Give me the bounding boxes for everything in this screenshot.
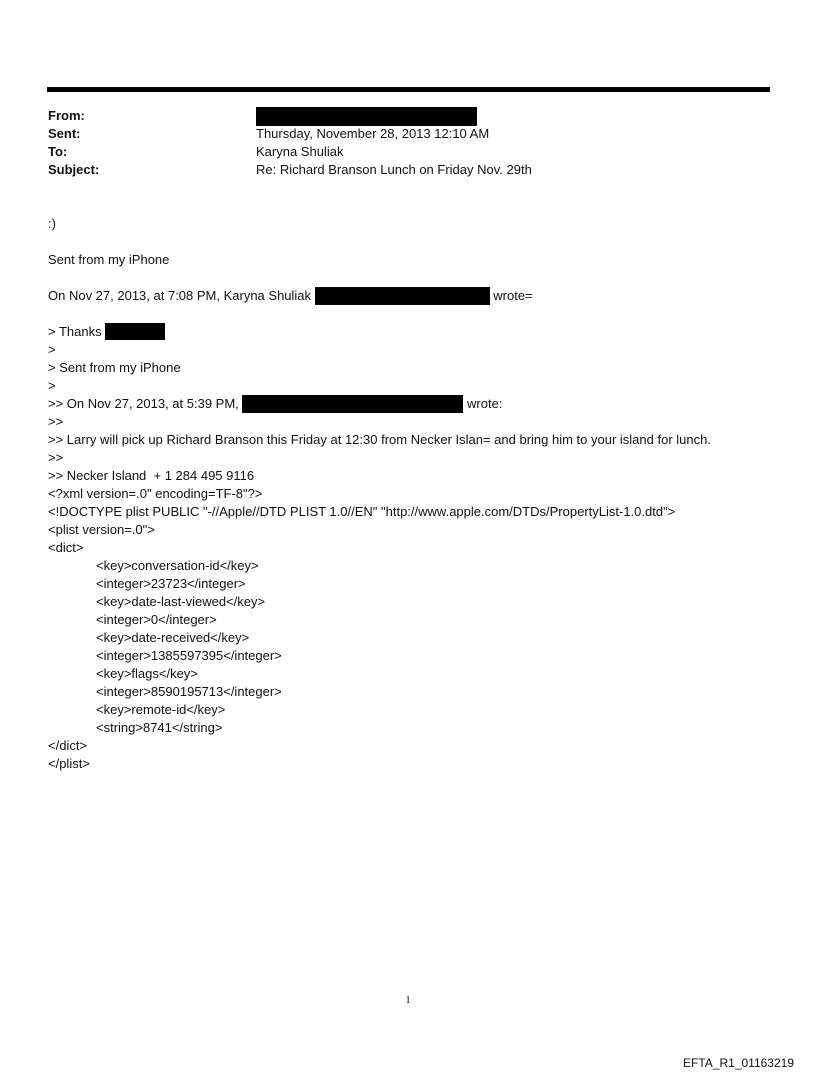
redaction-box bbox=[242, 395, 463, 413]
quote-signature-line: > Sent from my iPhone bbox=[48, 360, 181, 375]
nested-quote-blank-line: >> bbox=[48, 450, 64, 465]
nested-quote-blank-line: >> bbox=[48, 414, 64, 429]
xml-entry: <string>8741</string> bbox=[96, 720, 223, 735]
header-rule bbox=[47, 87, 770, 92]
nested-quote-intro-tail: wrote: bbox=[463, 396, 503, 411]
xml-entry: <key>flags</key> bbox=[96, 666, 198, 681]
quote-thanks-line bbox=[48, 323, 165, 341]
xml-plist-close: </plist> bbox=[48, 756, 90, 771]
xml-doctype: <!DOCTYPE plist PUBLIC "-//Apple//DTD PLIST 1.0//EN" "http://www.apple.com/DTDs/PropertyList-1.0.dtd"> bbox=[48, 504, 676, 519]
xml-entry: <integer>23723</integer> bbox=[96, 576, 246, 591]
quote-blank-line: > bbox=[48, 378, 56, 393]
xml-declaration: <?xml version=.0" encoding=TF-8"?> bbox=[48, 486, 263, 501]
quote-intro-tail: wrote= bbox=[489, 288, 533, 303]
to-value: Karyna Shuliak bbox=[256, 144, 344, 159]
page-number: 1 bbox=[405, 994, 411, 1006]
nested-quote-intro-text: >> On Nov 27, 2013, at 5:39 PM, bbox=[48, 396, 243, 411]
nested-quote-phone-line: >> Necker Island + 1 284 495 9116 bbox=[48, 468, 255, 483]
body-smiley: :) bbox=[48, 216, 56, 231]
xml-entry: <integer>0</integer> bbox=[96, 612, 217, 627]
quote-intro-text: On Nov 27, 2013, at 7:08 PM, Karyna Shuliak bbox=[48, 288, 315, 303]
nested-quote-intro-line bbox=[48, 395, 502, 413]
sent-row bbox=[48, 125, 768, 143]
xml-entry: <key>date-last-viewed</key> bbox=[96, 594, 266, 609]
xml-dict-open: <dict> bbox=[48, 540, 84, 555]
sent-value: Thursday, November 28, 2013 12:10 AM bbox=[256, 126, 490, 141]
xml-dict-close: </dict> bbox=[48, 738, 88, 753]
xml-entry: <integer>8590195713</integer> bbox=[96, 684, 282, 699]
from-label: From: bbox=[48, 108, 85, 123]
subject-row bbox=[48, 161, 768, 179]
sent-label: Sent: bbox=[48, 126, 81, 141]
bates-number: EFTA_R1_01163219 bbox=[683, 1056, 794, 1070]
to-label: To: bbox=[48, 144, 68, 159]
quote-thanks-text: > Thanks bbox=[48, 324, 106, 339]
to-row bbox=[48, 143, 768, 161]
quote-intro-line bbox=[48, 287, 533, 305]
subject-label: Subject: bbox=[48, 162, 100, 177]
subject-value: Re: Richard Branson Lunch on Friday Nov. 29th bbox=[256, 162, 532, 177]
xml-entry: <key>remote-id</key> bbox=[96, 702, 226, 717]
from-row bbox=[48, 107, 768, 125]
redaction-box bbox=[256, 107, 477, 126]
xml-entry: <integer>1385597395</integer> bbox=[96, 648, 282, 663]
body-signature: Sent from my iPhone bbox=[48, 252, 170, 267]
xml-entry: <key>conversation-id</key> bbox=[96, 558, 259, 573]
redaction-box bbox=[105, 323, 165, 340]
xml-plist-open: <plist version=.0"> bbox=[48, 522, 155, 537]
quote-blank-line: > bbox=[48, 342, 56, 357]
nested-quote-larry-line: >> Larry will pick up Richard Branson this Friday at 12:30 from Necker Islan= and bring him to your island for lunch. bbox=[48, 432, 711, 447]
from-value bbox=[256, 107, 477, 126]
redaction-box bbox=[315, 287, 490, 305]
xml-entry: <key>date-received</key> bbox=[96, 630, 250, 645]
